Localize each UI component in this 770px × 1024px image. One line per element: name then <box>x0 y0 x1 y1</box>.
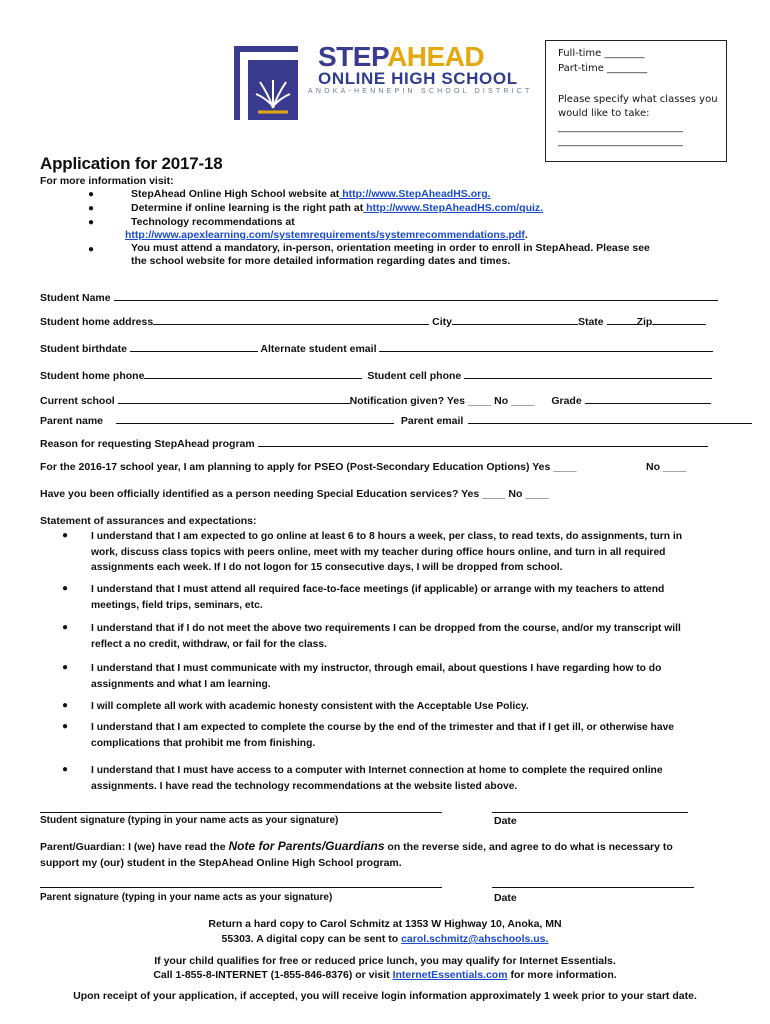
parent-statement-line1 <box>40 839 673 853</box>
info-text: Determine if online learning is the right path at <box>131 202 364 214</box>
assurance-line: I understand that if I do not meet the above two requirements I can be dropped from the course, and/or my transcript will <box>91 623 681 634</box>
parent-statement-b: on the reverse side, and agree to do what is necessary to <box>384 841 673 853</box>
return-instructions-1: Return a hard copy to Carol Schmitz at 1353 W Highway 10, Anoka, MN <box>208 918 562 930</box>
parent-statement-line2: support my (our) student in the StepAhead Online High School program. <box>40 857 402 869</box>
parent-name-field[interactable] <box>116 413 394 424</box>
assurance-line: meetings, field trips, seminars, etc. <box>91 599 263 611</box>
city-label: City <box>432 316 452 328</box>
classes-line-1[interactable]: _________________________ <box>558 122 683 133</box>
assurance-item <box>91 661 731 692</box>
assurance-line: assignments and what I am learning. <box>91 678 271 690</box>
assurance-line: I understand that I must communicate with my instructor, through email, about questions I have regarding how to do <box>91 663 662 674</box>
pseo-question[interactable]: For the 2016-17 school year, I am planning to apply for PSEO (Post-Secondary Education Options) Yes ____ <box>40 461 577 473</box>
alt-email-label: Alternate student email <box>260 343 377 355</box>
assurance-line: assignments each week. If I do not logon for 15 consecutive days, I will be dropped from school. <box>91 562 563 573</box>
student-date-line[interactable] <box>492 812 688 813</box>
assurance-line: I understand that I must have access to a computer with Internet connection at home to complete the required online <box>91 765 663 776</box>
assurance-line: reflect a no credit, withdraw, or fail for the class. <box>91 638 327 650</box>
zip-field[interactable] <box>652 314 706 325</box>
info-item-orientation-2: the school website for more detailed information regarding dates and times. <box>131 255 511 267</box>
return-text: 55303. A digital copy can be sent to <box>221 933 402 945</box>
cell-phone-field[interactable] <box>464 368 712 379</box>
enrollment-type-box <box>545 40 727 162</box>
phone-row <box>40 368 712 382</box>
bullet-icon: ● <box>88 244 95 255</box>
lunch-text-b: for more information. <box>507 969 617 981</box>
city-field[interactable] <box>452 314 578 325</box>
parent-note-title: Note for Parents/Guardians <box>228 839 385 853</box>
parent-row <box>40 413 752 427</box>
receipt-info: Upon receipt of your application, if accepted, you will receive login information approximately 1 week prior to your start date. <box>73 990 697 1002</box>
lunch-info-1: If your child qualifies for free or reduced price lunch, you may qualify for Internet Essentials. <box>154 955 616 967</box>
parent-email-field[interactable] <box>468 413 752 424</box>
student-name-row <box>40 290 718 304</box>
logo-ahead-text: AHEAD <box>387 41 485 72</box>
assurance-line: I understand that I must attend all required face-to-face meetings (if applicable) or arrange with my teachers to attend <box>91 584 665 595</box>
zip-label: Zip <box>636 316 653 328</box>
website-link[interactable]: http://www.StepAheadHS.org. <box>339 188 491 200</box>
logo-step-text: STEP <box>318 41 388 72</box>
student-date-label: Date <box>494 815 517 827</box>
assurance-line: complications that prohibit me from finishing. <box>91 737 316 749</box>
bullet-icon: ● <box>62 662 69 673</box>
assurance-line: assignments. I have read the technology recommendations at the website listed above. <box>91 780 518 792</box>
parent-name-label: Parent name <box>40 415 104 427</box>
student-name-field[interactable] <box>114 290 718 301</box>
school-logo-mark <box>234 46 298 120</box>
student-signature-line[interactable] <box>40 812 442 813</box>
current-school-label: Current school <box>40 395 115 407</box>
home-phone-field[interactable] <box>144 368 362 379</box>
tech-recommendations-link[interactable]: http://www.apexlearning.com/systemrequirements/systemrecommendations.pdf <box>125 229 525 241</box>
assurance-line: I understand that I am expected to go online at least 6 to 8 hours a week, per class, to read texts, do assignments, turn in <box>91 531 683 542</box>
internet-essentials-link[interactable]: InternetEssentials.com <box>392 969 508 981</box>
parent-signature-line[interactable] <box>40 887 442 888</box>
assurance-line: I will complete all work with academic honesty consistent with the Acceptable Use Policy. <box>91 701 529 712</box>
state-label: State <box>577 316 604 328</box>
lunch-text-a: Call 1-855-8-INTERNET (1-855-846-8376) or visit <box>153 969 393 981</box>
reason-field[interactable] <box>258 436 708 447</box>
grade-field[interactable] <box>585 393 711 404</box>
assurance-item <box>91 699 731 715</box>
parent-statement-a: Parent/Guardian: I (we) have read the <box>40 841 229 853</box>
assurance-line: I understand that I am expected to complete the course by the end of the trimester and that if I get ill, or otherwise have <box>91 722 675 733</box>
assurance-item <box>91 621 731 652</box>
bullet-icon: ● <box>62 700 69 711</box>
address-field[interactable] <box>153 314 429 325</box>
current-school-field[interactable] <box>118 393 350 404</box>
assurance-item <box>91 763 731 794</box>
notification-field[interactable]: Notification given? Yes ____ No ____ <box>349 395 535 407</box>
info-item-tech: Technology recommendations at <box>131 216 295 228</box>
assurance-item <box>91 720 731 751</box>
birthdate-row <box>40 341 713 355</box>
info-item-tech-link-row <box>125 229 528 241</box>
assurances-heading: Statement of assurances and expectations: <box>40 515 257 527</box>
student-signature-label: Student signature (typing in your name acts as your signature) <box>40 815 339 826</box>
parent-email-label: Parent email <box>400 415 464 427</box>
info-text: StepAhead Online High School website at <box>131 188 340 200</box>
quiz-link[interactable]: http://www.StepAheadHS.com/quiz. <box>363 202 544 214</box>
reason-label: Reason for requesting StepAhead program <box>40 438 255 450</box>
home-phone-label: Student home phone <box>40 370 145 382</box>
cell-phone-label: Student cell phone <box>367 370 462 382</box>
parent-signature-label: Parent signature (typing in your name acts as your signature) <box>40 892 333 903</box>
return-instructions-2 <box>0 933 770 945</box>
classes-question-1: Please specify what classes you <box>558 94 718 105</box>
logo-district: ANOKA-HENNEPIN SCHOOL DISTRICT <box>308 88 533 95</box>
student-name-label: Student Name <box>40 292 111 304</box>
bullet-icon: ● <box>62 530 69 541</box>
info-heading: For more information visit: <box>40 175 174 187</box>
info-item-quiz <box>131 202 543 214</box>
bullet-icon: ● <box>62 622 69 633</box>
classes-line-2[interactable]: _________________________ <box>558 136 683 147</box>
logo-school-name: ONLINE HIGH SCHOOL <box>318 69 518 88</box>
classes-question-2: would like to take: <box>558 108 650 119</box>
lunch-info-2 <box>0 969 770 981</box>
birthdate-field[interactable] <box>130 341 258 352</box>
logo-wordmark <box>318 42 484 72</box>
pseo-no-option[interactable]: No ____ <box>646 461 687 473</box>
bullet-icon: ● <box>88 217 95 228</box>
bullet-icon: ● <box>62 583 69 594</box>
info-item-website <box>131 188 491 200</box>
reason-row <box>40 436 708 450</box>
bullet-icon: ● <box>88 203 95 214</box>
assurance-item <box>91 529 731 576</box>
assurance-item <box>91 582 731 613</box>
parent-date-label: Date <box>494 892 517 904</box>
birthdate-label: Student birthdate <box>40 343 127 355</box>
email-link[interactable]: carol.schmitz@ahschools.us. <box>401 933 549 945</box>
bullet-icon: ● <box>62 721 69 732</box>
address-row <box>40 314 706 328</box>
tech-link-end: . <box>524 229 528 241</box>
alt-email-field[interactable] <box>379 341 713 352</box>
page-title: Application for 2017-18 <box>40 154 223 173</box>
assurance-line: work, discuss class topics with peers online, meet with my teacher during office hours online, and turn in all required <box>91 546 666 558</box>
parent-date-line[interactable] <box>492 887 694 888</box>
info-item-orientation-1: You must attend a mandatory, in-person, orientation meeting in order to enroll in StepAhead. Please see <box>131 242 650 254</box>
address-label: Student home address <box>40 316 154 328</box>
grade-label: Grade <box>551 395 582 407</box>
bullet-icon: ● <box>62 764 69 775</box>
parttime-field[interactable]: Part-time ________ <box>558 63 648 74</box>
fulltime-field[interactable]: Full-time ________ <box>558 48 645 59</box>
bullet-icon: ● <box>88 189 95 200</box>
school-row <box>40 393 711 407</box>
state-field[interactable] <box>607 314 637 325</box>
sped-question[interactable]: Have you been officially identified as a person needing Special Education services? Yes ____ No ____ <box>40 488 549 500</box>
